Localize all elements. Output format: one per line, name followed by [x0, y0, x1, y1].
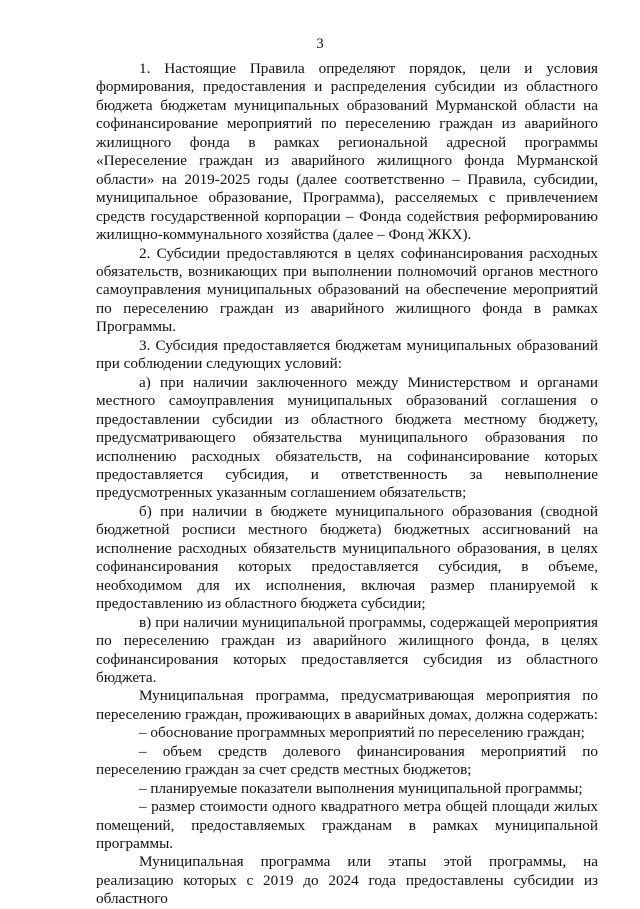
program-item-justification: – обоснование программных мероприятий по переселению граждан;: [139, 724, 585, 742]
program-contents-intro: Муниципальная программа, предусматривающая мероприятия по переселению граждан, проживающих в аварийных домах, должна содержать:: [96, 687, 598, 723]
condition-b-budget-allocations: б) при наличии в бюджете муниципального образования (сводной бюджетной росписи местного бюджета) бюджетных ассигнований на исполнение расходных обязательств муниципального образования, в целях софинансирования которых предоставляется субсидия, в объеме, необходимом для их исполнения, включая размер планируемой к предоставлению из областного бюджета субсидии;: [96, 502, 598, 613]
paragraph-1-rules-scope: 1. Настоящие Правила определяют порядок, цели и условия формирования, предоставления и распределения субсидии из областного бюджета бюджетам муниципальных образований Мурманской области на софинансирование мероприятий по переселению граждан из аварийного жилищного фонда в рамках региональной адресной программы «Переселение граждан из аварийного жилищного фонда Мурманской области» на 2019-2025 годы (далее соответственно – Правила, субсидии, муниципальное образование, Программа), расселяемых с привлечением средств государственной корпорации – Фонда содействия реформированию жилищно-коммунального хозяйства (далее – Фонд ЖКХ).: [96, 60, 598, 244]
program-item-cost-per-sqm: – размер стоимости одного квадратного метра общей площади жилых помещений, предоставляемых гражданам в рамках муниципальной программы.: [96, 798, 598, 853]
condition-c-municipal-program: в) при наличии муниципальной программы, содержащей мероприятия по переселению граждан из аварийного жилищного фонда, в целях софинансирования которых предоставляется субсидия из областного бюджета.: [96, 613, 598, 686]
paragraph-3-subsidy-conditions: 3. Субсидия предоставляется бюджетам муниципальных образований при соблюдении следующих условий:: [96, 336, 598, 373]
paragraph-2-subsidy-purpose: 2. Субсидии предоставляются в целях софинансирования расходных обязательств, возникающих при выполнении полномочий органов местного самоуправления муниципальных образований на обеспечение мероприятий по переселению граждан из аварийного жилищного фонда в рамках Программы.: [96, 244, 598, 336]
program-item-indicators: – планируемые показатели выполнения муниципальной программы;: [139, 779, 583, 797]
program-item-cofinancing: – объем средств долевого финансирования мероприятий по переселению граждан за счет средств местных бюджетов;: [96, 742, 598, 779]
document-body: [96, 60, 598, 909]
program-stages-paragraph: Муниципальная программа или этапы этой программы, на реализацию которых с 2019 до 2024 года предоставлены субсидии из областного: [96, 853, 598, 908]
condition-a-agreement: а) при наличии заключенного между Министерством и органами местного самоуправления муниципальных образований соглашения о предоставлении субсидии из областного бюджета местному бюджету, предусматривающего обязательства муниципального образования по исполнению расходных обязательств, на софинансирование которых предоставляется субсидия, и ответственность за невыполнение предусмотренных указанным соглашением обязательств;: [96, 373, 598, 502]
page-number: 3: [316, 36, 324, 52]
